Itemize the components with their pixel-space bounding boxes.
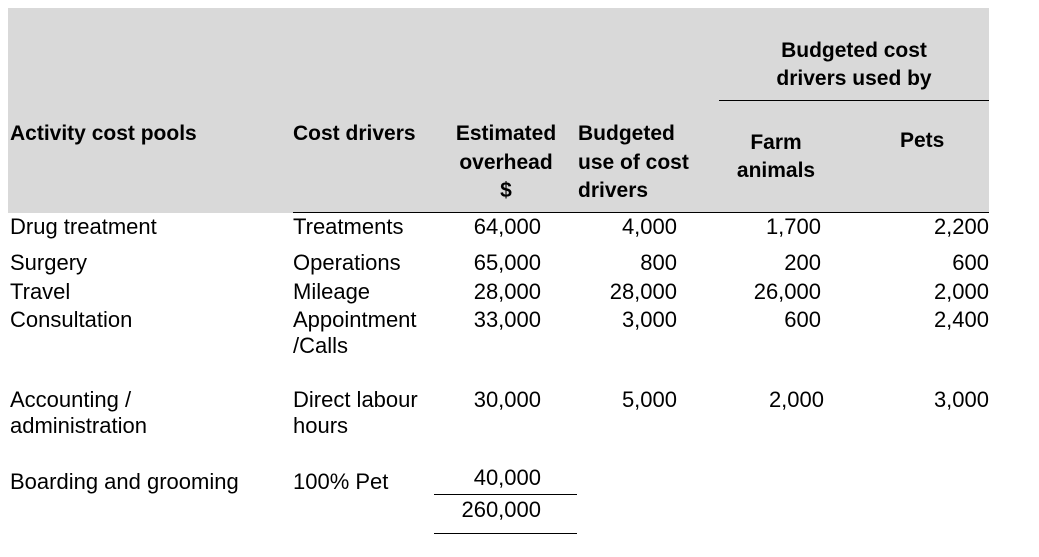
- row-boarding-pool: Boarding and grooming: [10, 469, 239, 494]
- row-accounting-driver-l1: Direct labour: [293, 387, 418, 412]
- total-overhead: 260,000: [461, 497, 541, 522]
- row-consultation-driver-l1: Appointment: [293, 307, 417, 332]
- row-drug-treatment-pool: Drug treatment: [10, 214, 157, 239]
- row-consultation-driver-l2: /Calls: [293, 333, 349, 358]
- col-header-estimated-overhead-l2: overhead: [459, 151, 553, 174]
- row-consultation-pool: Consultation: [10, 307, 133, 332]
- row-accounting-farm: 2,000: [768, 387, 824, 412]
- row-travel-budget-use: 28,000: [609, 279, 677, 304]
- row-consultation-overhead: 33,000: [473, 307, 541, 332]
- row-accounting-pool-l2: administration: [10, 413, 147, 438]
- row-surgery-pool: Surgery: [10, 250, 88, 275]
- group-header-line2: drivers used by: [776, 67, 932, 90]
- row-surgery-overhead: 65,000: [473, 250, 541, 275]
- col-header-farm-animals-l1: Farm: [750, 131, 802, 154]
- col-header-estimated-overhead-l1: Estimated: [455, 122, 557, 145]
- col-header-budgeted-use-l3: drivers: [578, 179, 649, 202]
- row-accounting-driver-l2: hours: [293, 413, 349, 438]
- row-travel-pets: 2,000: [933, 279, 989, 304]
- row-accounting-pool-l1: Accounting /: [10, 387, 132, 412]
- row-surgery-budget-use: 800: [640, 250, 677, 275]
- row-surgery-driver: Operations: [293, 250, 401, 275]
- col-header-activity-cost-pools: Activity cost pools: [10, 122, 197, 145]
- col-header-estimated-overhead-l3: $: [500, 179, 512, 202]
- row-accounting-overhead: 30,000: [473, 387, 541, 412]
- row-drug-treatment-budget-use: 4,000: [621, 214, 677, 239]
- group-header-underline: [719, 100, 989, 101]
- subtotal-rule: [434, 494, 577, 495]
- col-header-cost-drivers: Cost drivers: [293, 122, 416, 145]
- row-accounting-budget-use: 5,000: [621, 387, 677, 412]
- row-accounting-pets: 3,000: [933, 387, 989, 412]
- row-surgery-farm: 200: [784, 250, 821, 275]
- group-header-line1: Budgeted cost: [781, 39, 927, 62]
- col-header-farm-animals-l2: animals: [736, 159, 816, 182]
- header-bottom-rule: [293, 212, 989, 213]
- row-drug-treatment-overhead: 64,000: [473, 214, 541, 239]
- row-consultation-pets: 2,400: [933, 307, 989, 332]
- row-travel-overhead: 28,000: [473, 279, 541, 304]
- row-boarding-driver: 100% Pet: [293, 469, 389, 494]
- row-surgery-pets: 600: [952, 250, 989, 275]
- row-consultation-farm: 600: [784, 307, 821, 332]
- col-header-budgeted-use-l1: Budgeted: [578, 122, 675, 145]
- row-travel-farm: 26,000: [753, 279, 821, 304]
- row-drug-treatment-farm: 1,700: [765, 214, 821, 239]
- col-header-pets: Pets: [900, 129, 945, 152]
- row-travel-driver: Mileage: [293, 279, 371, 304]
- row-consultation-budget-use: 3,000: [621, 307, 677, 332]
- row-drug-treatment-pets: 2,200: [933, 214, 989, 239]
- row-boarding-overhead: 40,000: [473, 465, 541, 490]
- row-travel-pool: Travel: [10, 279, 71, 304]
- total-bottom-rule: [434, 533, 577, 534]
- row-drug-treatment-driver: Treatments: [293, 214, 404, 239]
- col-header-budgeted-use-l2: use of cost: [578, 151, 689, 174]
